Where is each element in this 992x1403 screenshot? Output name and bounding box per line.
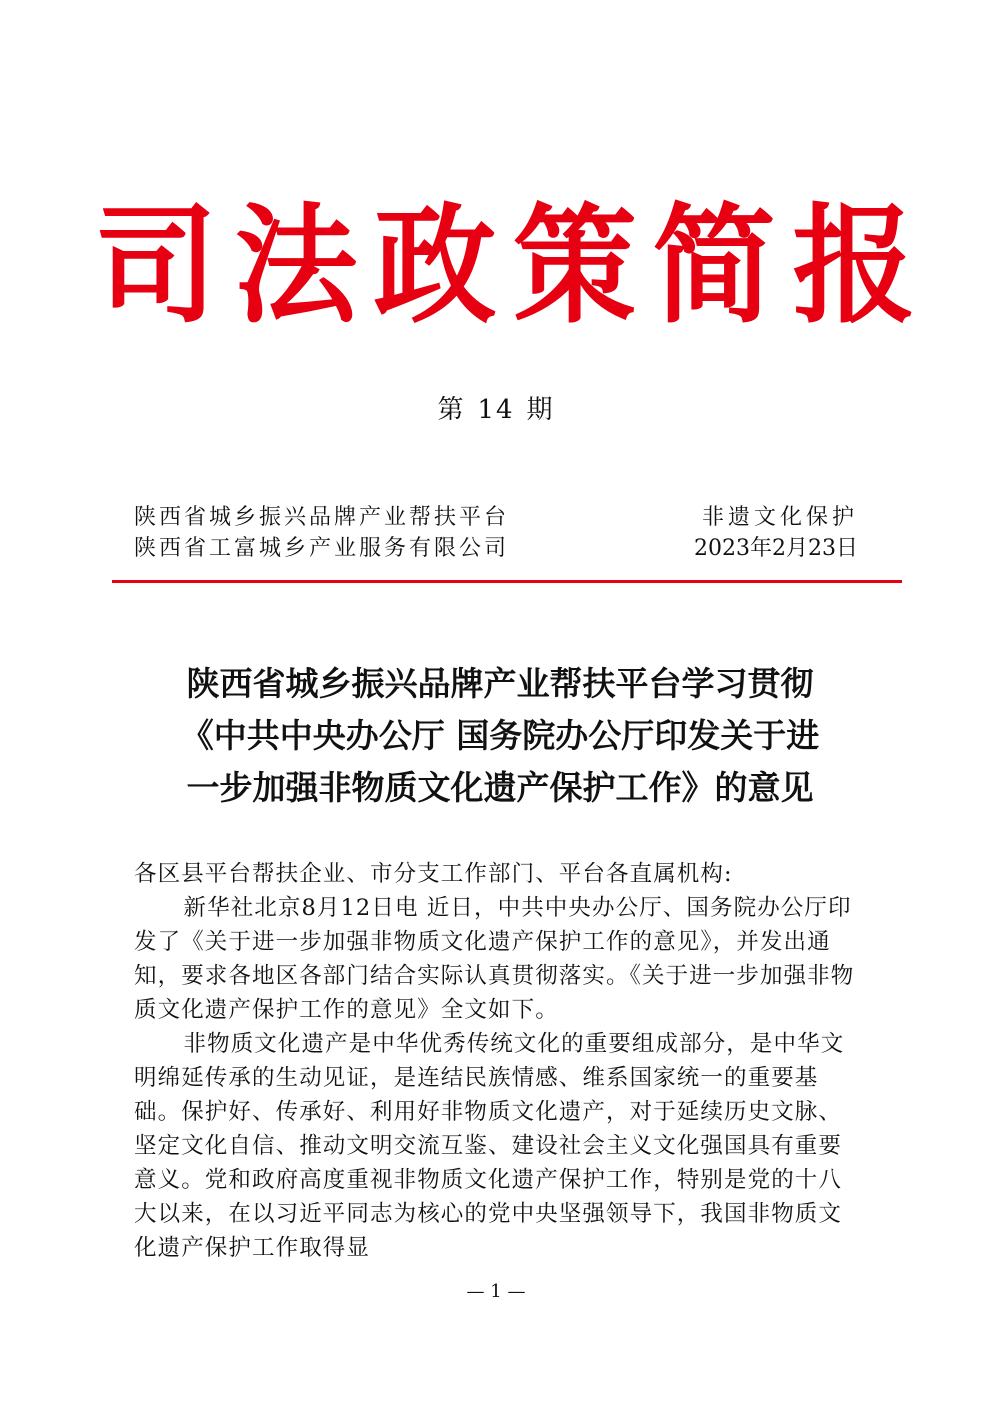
issue-number	[0, 389, 992, 426]
salutation: 各区县平台帮扶企业、市分支工作部门、平台各直属机构:	[134, 861, 733, 887]
document-headline	[100, 658, 900, 814]
issue-prefix: 第	[437, 395, 466, 425]
category-label: 非遗文化保护	[701, 505, 858, 530]
masthead-char: 策	[513, 191, 637, 341]
masthead-char: 简	[652, 191, 776, 341]
issue-suffix: 期	[526, 395, 555, 425]
document-body	[134, 857, 862, 1265]
body-paragraph: 新华社北京8月12日电 近日，中共中央办公厅、国务院办公厅印发了《关于进一步加强非物质文化遗产保护工作的意见》，并发出通知，要求各地区各部门结合实际认真贯彻落实。《关于进一步加强非物质文化遗产保护工作的意见》全文如下。	[134, 895, 855, 1023]
category-date-block	[694, 502, 858, 564]
issue-value: 14	[477, 395, 515, 425]
body-paragraph: 非物质文化遗产是中华优秀传统文化的重要组成部分，是中华文明绵延传承的生动见证，是连结民族情感、维系国家统一的重要基础。保护好、传承好、利用好非物质文化遗产，对于延续历史文脉、坚定文化自信、推动文明交流互鉴、建设社会主义文化强国具有重要意义。党和政府高度重视非物质文化遗产保护工作，特别是党的十八大以来，在以习近平同志为核心的党中央坚强领导下，我国非物质文化遗产保护工作取得显	[134, 1031, 845, 1261]
masthead-char: 政	[373, 191, 497, 341]
masthead-title	[90, 191, 920, 341]
headline-line: 《中共中央办公厅 国务院办公厅印发关于进	[180, 716, 820, 755]
issuer-org-1: 陕西省城乡振兴品牌产业帮扶平台	[134, 505, 510, 530]
red-divider	[112, 580, 902, 583]
masthead-char: 报	[792, 191, 916, 341]
headline-line: 一步加强非物质文化遗产保护工作》的意见	[186, 768, 814, 807]
masthead-char: 司	[94, 191, 218, 341]
masthead-char: 法	[234, 191, 358, 341]
issuer-org-2: 陕西省工富城乡产业服务有限公司	[134, 536, 510, 561]
headline-line: 陕西省城乡振兴品牌产业帮扶平台学习贯彻	[186, 664, 814, 703]
issuer-block	[134, 502, 509, 564]
issue-date: 2023年2月23日	[694, 536, 858, 561]
page-number: — 1 —	[466, 1281, 526, 1302]
